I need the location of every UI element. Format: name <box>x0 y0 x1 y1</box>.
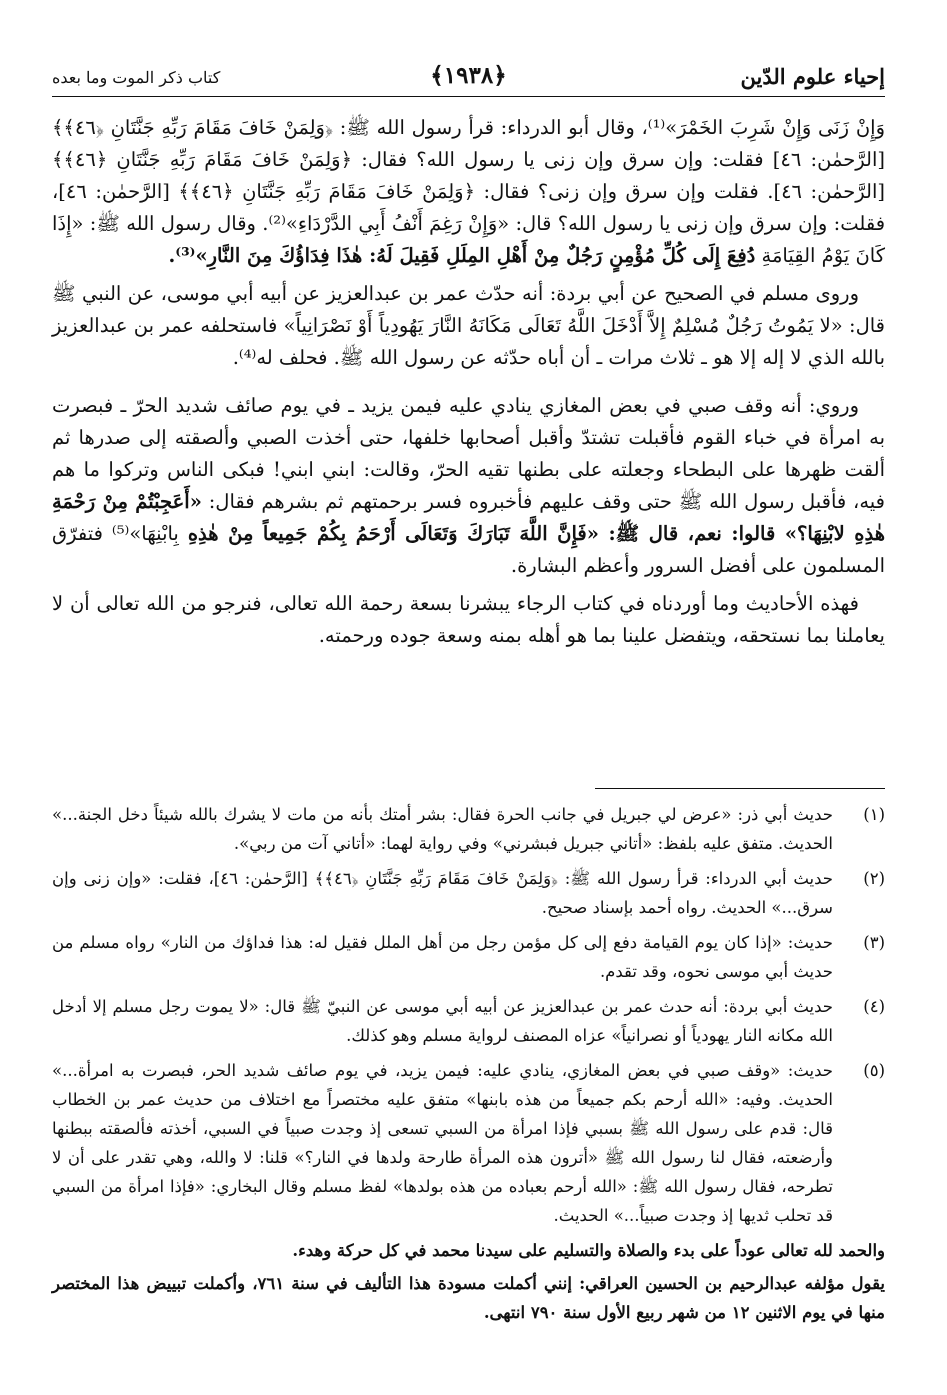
chapter-title: كتاب ذكر الموت وما بعده <box>52 68 221 87</box>
footnote-line: حديث أبي الدرداء: قرأ رسول الله ﷺ: ﴿وَلِمَنْ خَافَ مَقَامَ رَبِّهِ جَنَّتَانِ ﴿٤٦﴾﴾ [الرَّحمٰن: ٤٦]، فقلت: «وإن زنى وإن <box>52 869 834 888</box>
footnote <box>52 864 885 922</box>
text-line: له⁽⁴⁾. <box>232 346 273 369</box>
paragraph-1 <box>52 112 885 272</box>
text-line: [الرَّحمٰن: ٤٦] فقلت: وإن سرق وإن زنى يا رسول الله؟ فقال: ﴿وَلِمَنْ خَافَ مَقَامَ رَبِّهِ جَنَّتَانِ ﴿٤٦﴾﴾ [الرَّحمٰن: <box>52 148 886 203</box>
text-line: لا يعاملنا بما نستحقه، ويتفضل علينا بما هو أهله بمنه وسعة جوده ورحمته. <box>52 592 885 647</box>
footnote-line: حديث أبي بردة: أنه حدث عمر بن عبدالعزيز عن أبيه أبي موسى عن النبيّ ﷺ قال: «لا يموت رجل مسلم إلا <box>92 997 833 1016</box>
paragraph-2 <box>52 278 885 374</box>
footnote-line: حديث: «إذا كان يوم القيامة دفع إلى كل مؤمن رجل من أهل الملل فقيل له: هذا فداؤك من النار» رواه مسلم من <box>52 933 833 952</box>
footnote-line: الحديث. متفق عليه بلفظ: «أتاني جبريل فبشرني» وفي رواية لهما: «أتاني آت من ربي». <box>233 834 833 853</box>
footnote-separator <box>595 788 885 789</box>
page-number: ﴿١٩٣٨﴾ <box>430 62 507 89</box>
footnote-line: أن لا تطرحه، فقال رسول الله ﷺ: «الله أرحم بعباده من هذه بولدها» لفظ مسلم وقال البخاري: «فإذا امرأة من <box>52 1148 833 1196</box>
footnote <box>52 992 885 1050</box>
main-text <box>52 112 885 658</box>
footnote-line: الخطاب قال: قدم على رسول الله ﷺ بسبي فإذا امرأة من السبي تسعى إذ وجدت صبياً في السبي، أخذته فألصقته <box>52 1090 834 1138</box>
footnote-line: سرق...» الحديث. رواه أحمد بإسناد صحيح. <box>541 898 833 917</box>
paragraph-3 <box>52 390 885 582</box>
footnote-line: ببطنها وأرضعته، فقال لنا رسول الله ﷺ «أترون هذه المرأة طارحة ولدها في النار؟» قلنا: لا والله، وهي تقدر على <box>52 1119 833 1167</box>
text-line: وروي: أنه وقف صبي في بعض المغازي ينادي عليه فيمن يزيد ـ في يوم صائف شديد الحرّ ـ <box>120 394 859 417</box>
text-line: ٤٦]. فقلت وإن سرق وإن زنى؟ فقال: ﴿وَلِمَنْ خَافَ مَقَامَ رَبِّهِ جَنَّتَانِ ﴿٤٦﴾﴾ [الرَّحمٰن: ٤٦]، فقلت: وإن سرق <box>52 180 886 235</box>
footnote-number: (٢) <box>863 869 885 888</box>
text-line: «أَعَجِبْتُمْ مِنْ رَحْمَةِ هٰذِهِ لابْنِهَا؟» قالوا: نعم، قال ﷺ: «فَإِنَّ اللَّهَ تَبَارَكَ وَتَعَالَى أَرْحَمُ بِكُمْ جَمِيعاً مِنْ هٰذِهِ <box>52 490 885 545</box>
closing-praise: والحمد لله تعالى عوداً على بدء والصلاة والتسليم على سيدنا محمد في كل حركة وهدء. <box>292 1241 885 1260</box>
footnote <box>52 800 885 858</box>
footnote-line: حديث أبي موسى نحوه، وقد تقدم. <box>599 962 833 981</box>
colophon-line: يقول مؤلفه عبدالرحيم بن الحسين العراقي: إنني أكملت مسودة هذا التأليف في سنة ٧٦١، وأكملت تبييض هذا <box>117 1274 886 1293</box>
paragraph-4 <box>52 588 885 652</box>
footnote-line: حديث: «وقف صبي في بعض المغازي، ينادي عليه: فيمن يزيد، في يوم صائف شديد الحر، فبصرت به <box>121 1061 833 1080</box>
author-colophon <box>52 1269 885 1327</box>
running-header <box>52 62 885 97</box>
footnote-line: أدخل الله مكانه النار يهودياً أو نصرانياً» عزاه المصنف لرواية مسلم وهو كذلك. <box>52 997 833 1045</box>
text-line: وروى مسلم في الصحيح عن أبي بردة: أنه حدّث عمر بن عبدالعزيز عن أبيه أبي موسى، عن <box>127 282 860 305</box>
text-line: وإن زنى يا رسول الله؟ قال: «وَإِنْ رَغِمَ أَنْفُ أَبِي الدَّرْدَاءِ»⁽²⁾. وقال رسول الله ﷺ: «إِذَا كَانَ يَوْمُ القِيَامَةِ <box>52 212 885 267</box>
footnotes <box>52 800 885 1327</box>
text-line: وتركوا ما هم فيه، فأقبل رسول الله ﷺ حتى وقف عليهم فأخبروه فسر برحمتهم ثم بشرهم فقال: <box>52 458 886 513</box>
footnote-line: امرأة...» الحديث. وفيه: «الله أرحم بكم جميعاً من هذه بابنها» متفق عليه مختصراً مع اختلاف من حديث عمر بن <box>52 1061 833 1109</box>
text-line: وَإِنْ زَنَى وَإِنْ شَرِبَ الخَمْرَ»⁽¹⁾، وقال أبو الدرداء: قرأ رسول الله ﷺ: ﴿وَلِمَنْ خَافَ مَقَامَ رَبِّهِ جَنَّتَانِ ﴿٤٦﴾﴾ <box>52 116 885 139</box>
text-line: النبي ﷺ قال: «لا يَمُوتُ رَجُلٌ مُسْلِمٌ إِلاَّ أَدْخَلَ اللَّهُ تَعَالَى مَكَانَهُ النَّارَ يَهُودِياً أَوْ نَصْرَانِياً» فاستحلفه <box>52 282 885 337</box>
footnote-number: (١) <box>863 805 885 824</box>
footnote <box>52 928 885 986</box>
footnote-line: حديث أبي ذر: «عرض لي جبريل في جانب الحرة فقال: بشر أمتك بأنه من مات لا يشرك بالله شيئاً دخل الجنة...» <box>52 805 833 824</box>
footnote-number: (٤) <box>863 997 885 1016</box>
text-line: فهذه الأحاديث وما أوردناه في كتاب الرجاء يبشرنا بسعة رحمة الله تعالى، فنرجو من الله تعالى أن <box>69 592 859 615</box>
text-line: بِابْنِهَا»⁽⁵⁾ فتفرّق المسلمون على أفضل السرور وأعظم البشارة. <box>52 522 885 577</box>
footnote <box>52 1056 885 1230</box>
text-line: فبصرت به امرأة في خباء القوم فأقبلت تشتدّ وأقبل أصحابها خلفها، حتى أخذت الصبي وألصقته إلى <box>52 394 886 449</box>
text-line: دُفِعَ إِلَى كُلِّ مُؤْمِنٍ رَجُلٌ مِنْ أَهْلِ المِلَلِ فَقِيلَ لَهُ: هٰذَا فِدَاؤُكَ مِنَ النَّارِ»⁽³⁾. <box>168 244 756 267</box>
text-line: صدرها ثم ألقت ظهرها على البطحاء وجعلته على بطنها تقيه الحرّ، وقالت: ابني ابني! فبكى الناس <box>52 426 886 481</box>
book-title: إحياء علوم الدّين <box>740 64 885 89</box>
footnote-number: (٣) <box>863 933 885 952</box>
colophon-line: المختصر منها في يوم الاثنين ١٢ من شهر ربيع الأول سنة ٧٩٠ انتهى. <box>52 1274 885 1322</box>
footnote-number: (٥) <box>863 1061 885 1080</box>
footnote-line: السبي قد تحلب ثديها إذ وجدت صبياً...» الحديث. <box>52 1177 833 1225</box>
text-line: عمر بن عبدالعزيز بالله الذي لا إله إلا هو ـ ثلاث مرات ـ أن أباه حدّثه عن رسول الله ﷺ. فحلف <box>52 314 885 369</box>
